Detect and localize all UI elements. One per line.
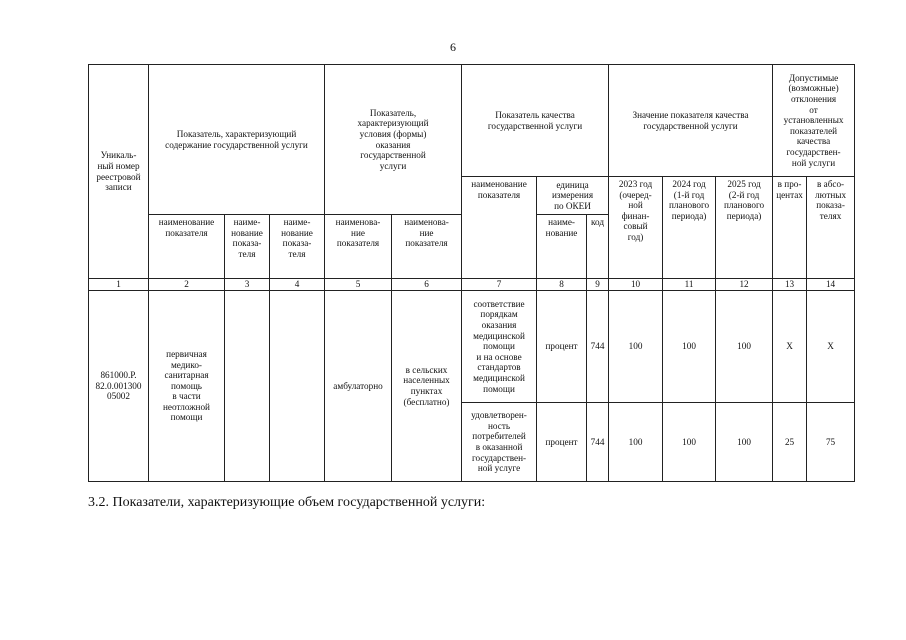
header-unit-name: наиме- нование (537, 215, 587, 279)
record-unique-number: 861000.Р. 82.0.001300 05002 (89, 291, 149, 482)
column-number: 12 (716, 279, 773, 291)
deviation-percent: Х (773, 291, 807, 403)
column-number: 3 (225, 279, 270, 291)
indicator-name: соответствие порядкам оказания медицинской помощи и на основе стандартов медицинской помощи (462, 291, 537, 403)
header-deviations: Допустимые (возможные) отклонения от установленных показателей качества государствен- ной услуги (773, 65, 855, 177)
column-number: 11 (663, 279, 716, 291)
header-cond-name-1: наименова- ние показателя (325, 215, 392, 279)
quality-indicators-table (88, 64, 855, 482)
deviation-absolute: Х (807, 291, 855, 403)
deviation-percent: 25 (773, 403, 807, 482)
record-content-2 (225, 291, 270, 482)
header-in-percent: в про- центах (773, 177, 807, 279)
section-title: 3.2. Показатели, характеризующие объем государственной услуги: (88, 495, 486, 510)
header-quality-value: Значение показателя качества государственной услуги (609, 65, 773, 177)
record-content-3 (270, 291, 325, 482)
indicator-value-2023: 100 (609, 403, 663, 482)
header-unit-code: код (587, 215, 609, 279)
indicator-value-2025: 100 (716, 403, 773, 482)
column-number: 1 (89, 279, 149, 291)
header-indicator-name: наименование показателя (462, 177, 537, 279)
header-content-name-1: наименование показателя (149, 215, 225, 279)
header-content-name-3: наиме- нование показа- теля (270, 215, 325, 279)
header-year-2024: 2024 год (1-й год планового периода) (663, 177, 716, 279)
header-unique-number: Уникаль- ный номер реестровой записи (89, 65, 149, 279)
header-quality-indicator: Показатель качества государственной услуги (462, 65, 609, 177)
indicator-value-2023: 100 (609, 291, 663, 403)
column-number: 8 (537, 279, 587, 291)
header-year-2025: 2025 год (2-й год планового периода) (716, 177, 773, 279)
column-number: 2 (149, 279, 225, 291)
column-number: 6 (392, 279, 462, 291)
indicator-value-2024: 100 (663, 291, 716, 403)
column-number: 10 (609, 279, 663, 291)
indicator-code: 744 (587, 291, 609, 403)
indicator-name: удовлетворен- ность потребителей в оказанной государствен- ной услуге (462, 403, 537, 482)
header-cond-name-2: наименова- ние показателя (392, 215, 462, 279)
indicator-value-2024: 100 (663, 403, 716, 482)
column-number: 7 (462, 279, 537, 291)
header-year-2023: 2023 год (очеред- ной финан- совый год) (609, 177, 663, 279)
header-in-absolute: в абсо- лютных показа- телях (807, 177, 855, 279)
column-number: 13 (773, 279, 807, 291)
indicator-unit: процент (537, 403, 587, 482)
header-unit-okei: единица измерения по ОКЕИ (537, 177, 609, 215)
indicator-unit: процент (537, 291, 587, 403)
header-content-name-2: наиме- нование показа- теля (225, 215, 270, 279)
header-content-indicator: Показатель, характеризующий содержание государственной услуги (149, 65, 325, 215)
record-condition-1: амбулаторно (325, 291, 392, 482)
indicator-code: 744 (587, 403, 609, 482)
indicator-value-2025: 100 (716, 291, 773, 403)
table-row (89, 291, 855, 403)
record-condition-2: в сельских населенных пунктах (бесплатно) (392, 291, 462, 482)
deviation-absolute: 75 (807, 403, 855, 482)
column-number: 9 (587, 279, 609, 291)
record-content-1: первичная медико- санитарная помощь в части неотложной помощи (149, 291, 225, 482)
column-number: 14 (807, 279, 855, 291)
page-number: 6 (450, 40, 456, 54)
column-number: 4 (270, 279, 325, 291)
header-conditions-indicator: Показатель, характеризующий условия (формы) оказания государственной услуги (325, 65, 462, 215)
column-number: 5 (325, 279, 392, 291)
